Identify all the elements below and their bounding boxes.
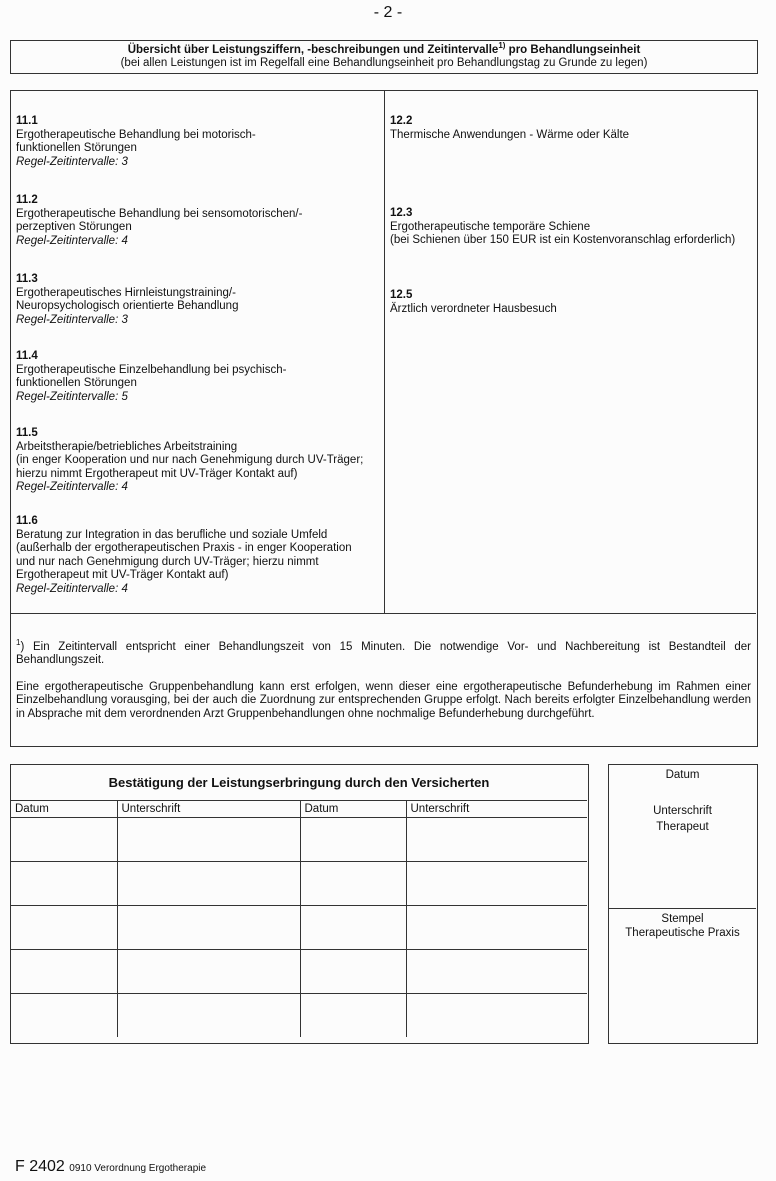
- date-field[interactable]: [300, 906, 406, 950]
- regel-intervals: Regel-Zeitintervalle: 4: [16, 234, 128, 247]
- service-desc: funktionellen Störungen: [16, 377, 137, 389]
- therapist-box: [608, 764, 758, 1044]
- service-code: 11.3: [16, 273, 38, 285]
- right-column: [385, 91, 756, 614]
- service-desc: Beratung zur Integration in das berufliche und soziale Umfeld: [16, 528, 328, 541]
- regel-intervals: Regel-Zeitintervalle: 4: [16, 582, 128, 595]
- service-desc: Thermische Anwendungen - Wärme oder Kälte: [390, 128, 630, 141]
- service-code: 11.2: [16, 194, 38, 206]
- service-item-11-4: [16, 350, 286, 404]
- form-title: 0910 Verordnung Ergotherapie: [69, 1163, 207, 1174]
- regel-intervals: Regel-Zeitintervalle: 3: [16, 313, 128, 326]
- footnote-mark: 1: [16, 638, 21, 647]
- table-row: [11, 906, 587, 950]
- table-row: [11, 818, 587, 862]
- regel-intervals: Regel-Zeitintervalle: 3: [16, 155, 128, 168]
- service-desc: (in enger Kooperation und nur nach Genehmigung durch UV-Träger;: [16, 454, 364, 466]
- confirmation-header-row: [11, 801, 587, 818]
- date-field[interactable]: [11, 862, 117, 906]
- date-field[interactable]: [11, 994, 117, 1038]
- signature-field[interactable]: [406, 818, 587, 862]
- signature-field[interactable]: [406, 950, 587, 994]
- practice-label: Therapeutische Praxis: [625, 927, 740, 939]
- service-code: 11.5: [16, 427, 38, 439]
- column-header-datum: Datum: [11, 801, 117, 818]
- service-desc: Ergotherapeutische Einzelbehandlung bei psychisch-: [16, 363, 287, 376]
- overview-title: [11, 41, 757, 57]
- service-code: 12.2: [390, 115, 413, 127]
- title-text: Übersicht über Leistungsziffern, -beschreibungen und Zeitintervalle: [127, 44, 499, 56]
- service-desc: Ergotherapeut mit UV-Träger Kontakt auf): [16, 569, 229, 581]
- date-field[interactable]: [11, 818, 117, 862]
- table-row: [11, 994, 587, 1038]
- service-desc: (außerhalb der ergotherapeutischen Praxis - in enger Kooperation: [16, 542, 352, 554]
- signature-field[interactable]: [117, 818, 300, 862]
- service-item-12-3: [390, 207, 735, 248]
- service-code: 12.5: [390, 289, 413, 301]
- service-desc: Ergotherapeutische Behandlung bei motorisch-: [16, 128, 256, 141]
- notes-section: [16, 636, 751, 734]
- signature-field[interactable]: [406, 906, 587, 950]
- overview-header: [10, 40, 758, 74]
- service-code: 12.3: [390, 207, 413, 219]
- title-text-end: pro Behandlungseinheit: [505, 44, 641, 56]
- service-desc: Ärztlich verordneter Hausbesuch: [390, 302, 557, 315]
- stamp-label: Stempel: [661, 913, 704, 925]
- date-field[interactable]: [11, 950, 117, 994]
- services-table: [10, 90, 758, 747]
- service-item-11-6: [16, 515, 352, 596]
- therapist-signature-field[interactable]: [609, 765, 756, 909]
- footnote: [16, 636, 751, 668]
- service-item-11-2: [16, 194, 302, 248]
- date-field[interactable]: [300, 950, 406, 994]
- signature-field[interactable]: [117, 950, 300, 994]
- group-treatment-note: Eine ergotherapeutische Gruppenbehandlung kann erst erfolgen, wenn dieser eine ergotherapeutische Befunderhebung im Rahmen einer Einzelbehandlung vorausging, bei der auch die Zuordnung zur entsprechenden Gruppe erfolgt. Nach bereits erfolgter Einzelbehandlung werden in Absprache mit dem verordnenden Arzt Gruppenbehandlungen ohne nochmalige Befunderhebung durchgeführt.: [16, 680, 751, 720]
- service-item-12-5: [390, 289, 557, 316]
- service-item-11-1: [16, 115, 256, 169]
- table-row: [11, 862, 587, 906]
- signature-field[interactable]: [406, 994, 587, 1038]
- date-label: Datum: [665, 769, 700, 781]
- confirmation-title: Bestätigung der Leistungserbringung durch den Versicherten: [11, 765, 587, 801]
- practice-stamp-field[interactable]: [609, 909, 756, 1042]
- signature-field[interactable]: [117, 906, 300, 950]
- form-footer: [15, 1158, 206, 1176]
- service-desc: Ergotherapeutisches Hirnleistungstraining/-: [16, 286, 236, 299]
- left-column: [11, 91, 385, 614]
- footnote-ref: 1): [498, 41, 506, 51]
- service-desc: (bei Schienen über 150 EUR ist ein Kostenvoranschlag erforderlich): [390, 234, 736, 246]
- overview-subtitle: (bei allen Leistungen ist im Regelfall eine Behandlungseinheit pro Behandlungstag zu Grunde zu legen): [120, 57, 648, 69]
- service-desc: Neuropsychologisch orientierte Behandlung: [16, 300, 239, 312]
- service-desc: hierzu nimmt Ergotherapeut mit UV-Träger Kontakt auf): [16, 467, 298, 480]
- form-code: F 2402: [15, 1158, 65, 1175]
- confirmation-grid: [11, 801, 587, 1037]
- confirmation-table: [10, 764, 589, 1044]
- service-desc: Arbeitstherapie/betriebliches Arbeitstraining: [16, 440, 238, 453]
- table-row: [11, 950, 587, 994]
- service-desc: Ergotherapeutische temporäre Schiene: [390, 220, 591, 233]
- table-divider: [11, 613, 756, 614]
- date-field[interactable]: [11, 906, 117, 950]
- signature-label: Unterschrift: [653, 805, 712, 817]
- regel-intervals: Regel-Zeitintervalle: 5: [16, 390, 128, 403]
- page-number: - 2 -: [373, 4, 403, 21]
- date-field[interactable]: [300, 862, 406, 906]
- service-desc: Ergotherapeutische Behandlung bei sensomotorischen/-: [16, 207, 303, 220]
- column-header-unterschrift: Unterschrift: [117, 801, 300, 818]
- date-field[interactable]: [300, 818, 406, 862]
- service-item-12-2: [390, 115, 629, 142]
- service-desc: funktionellen Störungen: [16, 142, 137, 154]
- signature-field[interactable]: [117, 862, 300, 906]
- service-desc: und nur nach Genehmigung durch UV-Träger; hierzu nimmt: [16, 555, 319, 568]
- signature-field[interactable]: [406, 862, 587, 906]
- service-item-11-5: [16, 427, 363, 495]
- regel-intervals: Regel-Zeitintervalle: 4: [16, 481, 128, 493]
- column-header-datum: Datum: [300, 801, 406, 818]
- column-header-unterschrift: Unterschrift: [406, 801, 587, 818]
- service-code: 11.4: [16, 350, 38, 362]
- service-item-11-3: [16, 273, 238, 327]
- date-field[interactable]: [300, 994, 406, 1038]
- service-code: 11.1: [16, 115, 38, 127]
- service-code: 11.6: [16, 515, 38, 527]
- therapist-label: Therapeut: [656, 821, 709, 833]
- footnote-text: ) Ein Zeitintervall entspricht einer Behandlungszeit von 15 Minuten. Die notwendige Vor- und Nachbereitung ist Bestandteil der Behandlungszeit.: [16, 640, 751, 667]
- signature-field[interactable]: [117, 994, 300, 1038]
- service-desc: perzeptiven Störungen: [16, 221, 132, 233]
